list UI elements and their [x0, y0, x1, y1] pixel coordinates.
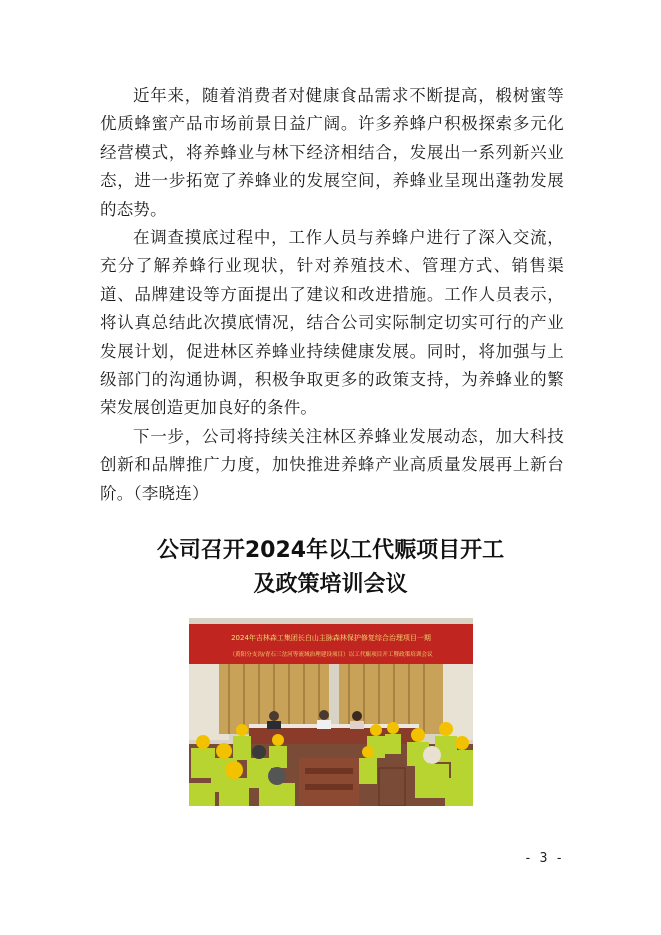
news-title-line-1: 公司召开2024年以工代赈项目开工: [156, 538, 505, 563]
news-title-line-2: 及政策培训会议: [253, 572, 408, 597]
meeting-photo-image: [189, 618, 473, 806]
paragraph: 近年来，随着消费者对健康食品需求不断提高，椴树蜜等优质蜂蜜产品市场前景日益广阔。许多养蜂户积极探索多元化经营模式，将养蜂业与林下经济相结合，发展出一系列新兴业态，进一步拓宽了养蜂业的发展空间，养蜂业呈现出蓬勃发展的态势。: [100, 86, 564, 219]
meeting-photo: [189, 618, 473, 806]
paragraph: 在调查摸底过程中，工作人员与养蜂户进行了深入交流，充分了解养蜂行业现状，针对养殖技术、管理方式、销售渠道、品牌建设等方面提出了建议和改进措施。工作人员表示，将认真总结此次摸底情况，结合公司实际制定切实可行的产业发展计划，促进林区养蜂业持续健康发展。同时，将加强与上级部门的沟通协调，积极争取更多的政策支持，为养蜂业的繁荣发展创造更加良好的条件。: [100, 228, 564, 418]
banner-text-line-1: 2024年吉林森工集团长白山主脉森林保护修复综合治理项目一期: [231, 634, 431, 642]
paragraph: 下一步，公司将持续关注林区养蜂业发展动态，加大科技创新和品牌推广力度，加快推进养蜂产业高质量发展再上新台阶。（李晓连）: [100, 426, 564, 503]
article-body: [100, 82, 564, 508]
page-number: - 3 -: [524, 851, 564, 866]
banner-text-line-2: （黄阳分支沟/青石三岔河等流域治理建设项目）以工代赈项目开工暨政策培训会议: [229, 652, 433, 658]
meeting-banner: [189, 624, 473, 664]
